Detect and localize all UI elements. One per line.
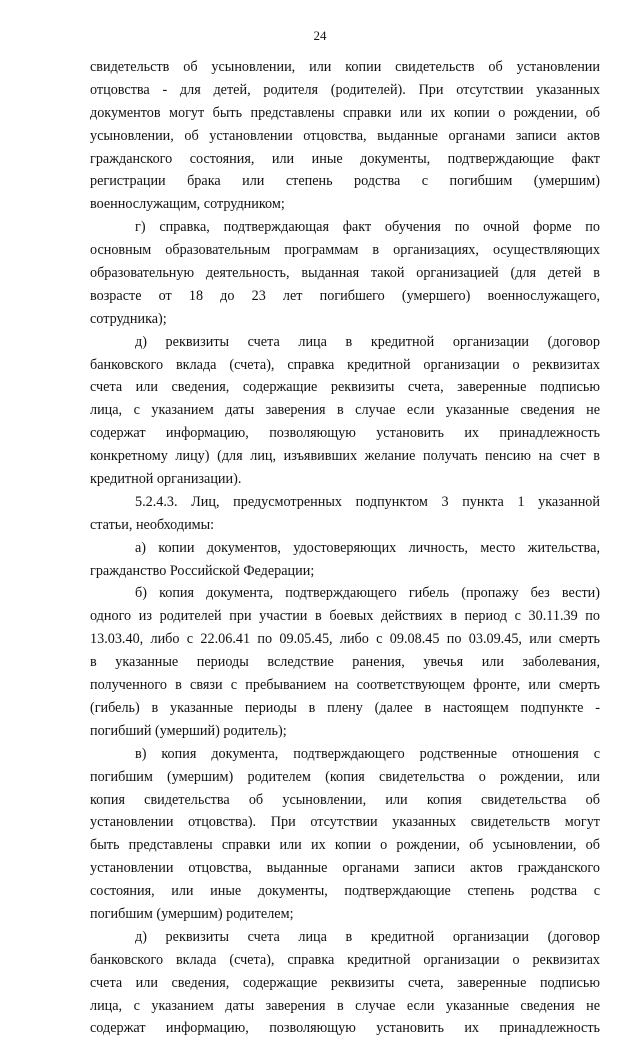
text-line: конкретному лицу) (для лиц, изъявивших желание получать пенсию на счет в — [90, 448, 600, 465]
text-line: регистрации брака или степень родства с погибшим (умершим) — [90, 173, 600, 190]
text-line: свидетельств об усыновлении, или копии свидетельств об установлении — [90, 59, 600, 75]
text-line: установлении отцовства, выданные органами записи актов гражданского — [90, 860, 600, 877]
text-line: военнослужащим, сотрудником; — [90, 196, 285, 213]
text-line: д) реквизиты счета лица в кредитной организации (договор — [135, 333, 600, 350]
text-line: лица, с указанием даты заверения в случае если указанные сведения не — [90, 997, 600, 1014]
text-line: основным образовательным программам в организациях, осуществляющих — [90, 242, 600, 259]
document-body — [90, 56, 600, 1040]
text-line: гражданство Российской Федерации; — [90, 562, 315, 579]
text-line: сотрудника); — [90, 310, 167, 327]
text-line: возрасте от 18 до 23 лет погибшего (умершего) военнослужащего, — [90, 287, 600, 304]
text-line: отцовства - для детей, родителя (родителей). При отсутствии указанных — [90, 81, 600, 98]
text-line: счета или сведения, содержащие реквизиты счета, заверенные подписью — [90, 379, 600, 396]
text-line: статьи, необходимы: — [90, 516, 215, 533]
text-line: счета или сведения, содержащие реквизиты счета, заверенные подписью — [90, 974, 600, 991]
text-line: погибшим (умершим) родителем (копия свидетельства о рождении, или — [90, 768, 600, 785]
text-line: банковского вклада (счета), справка кредитной организации о реквизитах — [90, 951, 600, 968]
text-line: образовательную деятельность, выданная такой организацией (для детей в — [90, 265, 600, 282]
page-number: 24 — [313, 28, 327, 43]
text-line: состояния, или иные документы, подтверждающие степень родства с — [90, 883, 600, 900]
text-line: д) реквизиты счета лица в кредитной организации (договор — [135, 928, 600, 945]
text-line: быть представлены справки или их копии о рождении, об усыновлении, об — [90, 837, 600, 854]
text-line: банковского вклада (счета), справка кредитной организации о реквизитах — [90, 356, 600, 373]
text-line: гражданского состояния, или иные документы, подтверждающие факт — [90, 150, 600, 167]
text-line: а) копии документов, удостоверяющих личность, место жительства, — [135, 539, 600, 556]
text-line: в указанные периоды вследствие ранения, увечья или заболевания, — [90, 654, 600, 671]
text-line: лица, с указанием даты заверения в случае если указанные сведения не — [90, 402, 600, 419]
text-line: погибшим (умершим) родителем; — [90, 905, 294, 922]
text-line: в) копия документа, подтверждающего родственные отношения с — [135, 745, 600, 762]
text-line: усыновлении, об установлении отцовства, выданные органами записи актов — [90, 127, 600, 144]
text-line: г) справка, подтверждающая факт обучения по очной форме по — [135, 219, 600, 236]
text-line: кредитной организации). — [90, 471, 242, 488]
text-line: б) копия документа, подтверждающего гибель (пропажу без вести) — [135, 585, 600, 602]
text-line: документов могут быть представлены справки или их копии о рождении, об — [90, 104, 600, 121]
text-line: установлении отцовства). При отсутствии указанных свидетельств могут — [90, 814, 600, 831]
text-line: полученного в связи с пребыванием на соответствующем фронте, или смерть — [90, 677, 600, 694]
text-line: 13.03.40, либо с 22.06.41 по 09.05.45, либо с 09.08.45 по 03.09.45, или смерть — [90, 631, 600, 648]
text-line: копия свидетельства об усыновлении, или копия свидетельства об — [90, 791, 600, 808]
text-line: содержат информацию, позволяющую установить их принадлежность — [90, 425, 600, 442]
text-line: 5.2.4.3. Лиц, предусмотренных подпунктом 3 пункта 1 указанной — [135, 493, 600, 510]
text-line: одного из родителей при участии в боевых действиях в период с 30.11.39 по — [90, 608, 600, 625]
text-line: содержат информацию, позволяющую установить их принадлежность — [90, 1020, 600, 1037]
text-line: (гибель) в указанные периоды в плену (далее в настоящем подпункте - — [90, 699, 600, 716]
text-line: погибший (умерший) родитель); — [90, 722, 287, 739]
